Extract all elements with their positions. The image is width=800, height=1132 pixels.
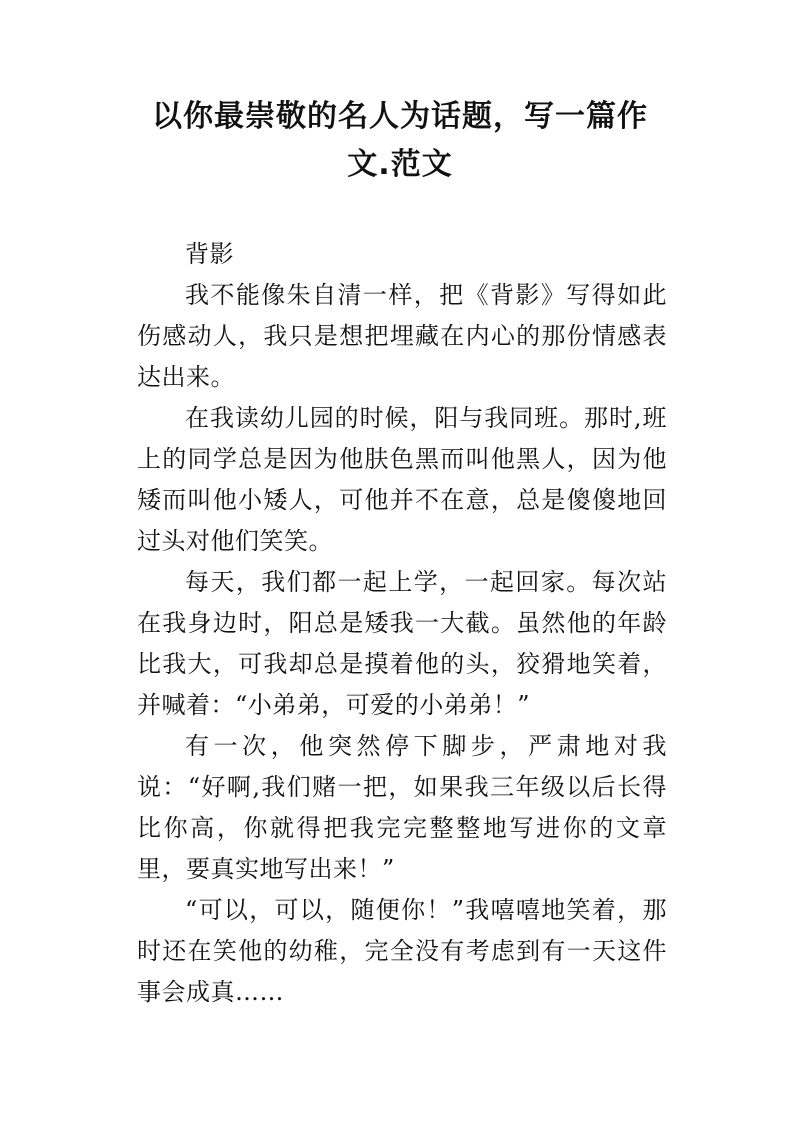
paragraph-2: 在我读幼儿园的时候，阳与我同班。那时,班上的同学总是因为他肤色黑而叫他黑人，因为他矮而叫他小矮人，可他并不在意，总是傻傻地回过头对他们笑笑。: [137, 404, 667, 555]
document-body: [137, 234, 667, 1013]
title-line-1: 以你最崇敬的名人为话题，写一篇作: [152, 99, 648, 134]
paragraph-1: 我不能像朱自清一样，把《背影》写得如此伤感动人，我只是想把埋藏在内心的那份情感表达出来。: [137, 281, 667, 391]
title-line-2: 文.范文: [347, 147, 453, 182]
document-title: [100, 93, 700, 189]
paragraph-4: 有一次，他突然停下脚步，严肃地对我说：“好啊,我们赌一把，如果我三年级以后长得比你高，你就得把我完完整整地写进你的文章里，要真实地写出来！”: [137, 732, 667, 883]
paragraph-5: “可以，可以，随便你！”我嘻嘻地笑着，那时还在笑他的幼稚，完全没有考虑到有一天这件事会成真……: [137, 896, 667, 1006]
paragraph-3: 每天，我们都一起上学，一起回家。每次站在我身边时，阳总是矮我一大截。虽然他的年龄比我大，可我却总是摸着他的头，狡猾地笑着，并喊着：“小弟弟，可爱的小弟弟！”: [137, 568, 667, 719]
section-heading: 背影: [185, 240, 234, 268]
